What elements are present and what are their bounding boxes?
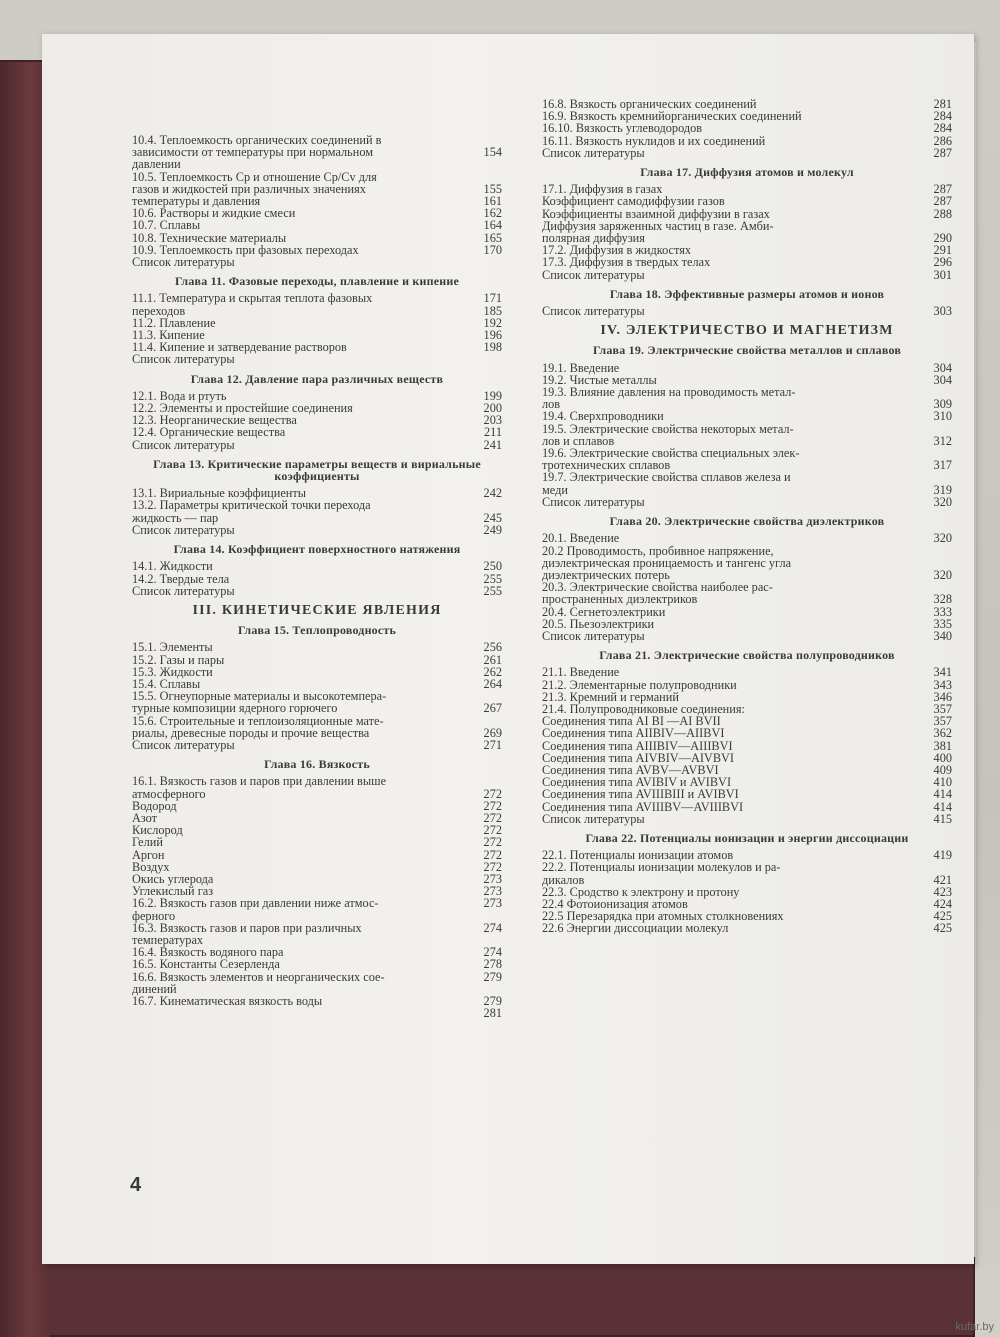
toc-entry	[132, 654, 502, 666]
site-watermark: kufar.by	[955, 1321, 994, 1333]
toc-entry-title: пространенных диэлектриков	[542, 592, 698, 607]
toc-entry-page: 273	[483, 896, 502, 911]
toc-entry	[132, 775, 502, 787]
toc-entry-page: 296	[933, 255, 952, 270]
toc-entry-title: 11.1. Температура и скрытая теплота фазовых	[132, 291, 373, 306]
toc-entry-title: 22.6 Энергии диссоциации молекул	[542, 921, 729, 936]
toc-entry-title: ферного	[132, 908, 176, 923]
toc-entry-page: 264	[483, 676, 502, 691]
toc-entry-title: Гелий	[132, 835, 163, 850]
toc-entry-title: 10.7. Сплавы	[132, 218, 201, 233]
toc-entry-title: 22.4 Фотоионизация атомов	[542, 896, 688, 911]
toc-entry-title: температуры и давления	[132, 194, 261, 209]
toc-entry	[542, 410, 952, 422]
toc-entry-title: 21.3. Кремний и германий	[542, 689, 679, 704]
toc-entry-title: 22.5 Перезарядка при атомных столкновениях	[542, 909, 784, 924]
toc-entry-page: 423	[933, 884, 952, 899]
chapter-heading: Глава 21. Электрические свойства полупроводников	[599, 648, 895, 663]
toc-entry	[132, 836, 502, 848]
toc-entry-page: 245	[483, 510, 502, 525]
toc-entry	[542, 147, 952, 159]
toc-entry-page: 272	[483, 859, 502, 874]
toc-entry	[132, 305, 502, 317]
part-heading: IV. ЭЛЕКТРИЧЕСТВО И МАГНЕТИЗМ	[600, 323, 894, 339]
toc-entry-title: Аргон	[132, 847, 165, 862]
toc-entry-title: атмосферного	[132, 786, 206, 801]
toc-entry-page: 272	[483, 823, 502, 838]
toc-entry-page: 250	[483, 559, 502, 574]
toc-entry	[132, 439, 502, 451]
toc-entry-page: 161	[483, 194, 502, 209]
toc-entry	[132, 573, 502, 585]
toc-entry-page: 328	[933, 592, 952, 607]
toc-entry-page: 424	[933, 896, 952, 911]
toc-entry-page: 287	[933, 145, 952, 160]
toc-entry-title: 21.1. Введение	[542, 665, 620, 680]
toc-entry-title: газов и жидкостей при различных значениях	[132, 181, 366, 196]
toc-entry-title: температурах	[132, 932, 204, 947]
toc-entry-page: 310	[933, 409, 952, 424]
toc-right-column	[542, 98, 952, 935]
chapter-heading: Глава 12. Давление пара различных веществ	[190, 371, 444, 386]
toc-entry-title: переходов	[132, 303, 186, 318]
toc-entry	[132, 232, 502, 244]
toc-entry-title: Список литературы	[542, 494, 645, 509]
toc-entry	[542, 208, 952, 220]
toc-entry-title: 16.9. Вязкость кремнийорганических соединений	[542, 109, 802, 124]
toc-entry	[542, 269, 952, 281]
toc-entry-page: 320	[933, 494, 952, 509]
toc-entry	[132, 995, 502, 1007]
toc-entry	[132, 715, 502, 727]
toc-entry	[542, 532, 952, 544]
toc-entry-title: 15.5. Огнеупорные материалы и высокотемпера-	[132, 689, 387, 704]
toc-entry-page: 414	[933, 799, 952, 814]
toc-entry-page: 304	[933, 372, 952, 387]
toc-entry-title: Соединения типа AIIBIV—AIIBVI	[542, 726, 725, 741]
toc-entry-title: Окись углерода	[132, 871, 214, 886]
toc-entry-title: 13.2. Параметры критической точки перехода	[132, 498, 371, 513]
toc-entry-title: Список литературы	[132, 522, 235, 537]
toc-left-column	[132, 134, 502, 1019]
toc-entry	[132, 788, 502, 800]
toc-entry	[132, 958, 502, 970]
chapter-heading: Глава 22. Потенциалы ионизации и энергии диссоциации	[585, 830, 909, 845]
toc-entry	[542, 801, 952, 813]
toc-entry-title: 17.1. Диффузия в газах	[542, 182, 663, 197]
toc-entry-page: 425	[933, 909, 952, 924]
toc-entry-page: 269	[483, 725, 502, 740]
toc-entry-title: 16.10. Вязкость углеводородов	[542, 121, 703, 136]
toc-entry-title: 14.2. Твердые тела	[132, 571, 230, 586]
toc-entry-title: 20.1. Введение	[542, 531, 620, 546]
toc-entry-page: 196	[483, 328, 502, 343]
toc-entry-page: 241	[483, 437, 502, 452]
toc-entry	[132, 812, 502, 824]
toc-entry-page: 400	[933, 750, 952, 765]
toc-entry-page: 274	[483, 945, 502, 960]
toc-entry-title: 21.2. Элементарные полупроводники	[542, 677, 737, 692]
toc-entry	[132, 292, 502, 304]
toc-entry	[132, 353, 502, 365]
toc-entry-title: 11.3. Кипение	[132, 328, 205, 343]
toc-entry-page: 272	[483, 847, 502, 862]
toc-entry-title: меди	[542, 482, 568, 497]
toc-entry-page: 333	[933, 604, 952, 619]
toc-entry-title: 16.5. Константы Сезерленда	[132, 957, 280, 972]
toc-entry	[542, 593, 952, 605]
toc-entry-title: Список литературы	[542, 811, 645, 826]
toc-entry-title: 14.1. Жидкости	[132, 559, 213, 574]
toc-entry-title: 15.2. Газы и пары	[132, 652, 225, 667]
toc-entry-page: 171	[483, 291, 502, 306]
toc-entry	[132, 499, 502, 511]
toc-entry-title: 16.1. Вязкость газов и паров при давлении выше	[132, 774, 387, 789]
toc-entry-title: Список литературы	[132, 255, 235, 270]
chapter-heading: Глава 17. Диффузия атомов и молекул	[640, 165, 854, 180]
toc-entry	[132, 641, 502, 653]
toc-entry-page: 320	[933, 567, 952, 582]
toc-entry-page: 414	[933, 787, 952, 802]
toc-entry-title: Водород	[132, 798, 177, 813]
toc-entry-page: 242	[483, 486, 502, 501]
toc-entry-page: 165	[483, 230, 502, 245]
toc-entry	[542, 305, 952, 317]
toc-entry-title: 15.6. Строительные и теплоизоляционные мате-	[132, 713, 384, 728]
chapter-heading: Глава 18. Эффективные размеры атомов и ионов	[609, 286, 885, 301]
toc-entry-title: 12.3. Неорганические вещества	[132, 413, 297, 428]
toc-entry-page: 162	[483, 206, 502, 221]
toc-entry-title: Соединения типа AVBV—AVBVI	[542, 762, 719, 777]
toc-entry	[132, 897, 502, 909]
toc-entry-title: 10.8. Технические материалы	[132, 230, 287, 245]
toc-entry-title: 22.3. Сродство к электрону и протону	[542, 884, 740, 899]
toc-entry-page: 273	[483, 871, 502, 886]
toc-entry-page: 185	[483, 303, 502, 318]
toc-entry-title: Воздух	[132, 859, 170, 874]
toc-entry-page: 261	[483, 652, 502, 667]
toc-entry-title: 12.2. Элементы и простейшие соединения	[132, 401, 353, 416]
toc-entry	[542, 471, 952, 483]
toc-entry	[542, 922, 952, 934]
toc-entry-title: Коэффициенты взаимной диффузии в газах	[542, 206, 770, 221]
toc-entry-title: Кислород	[132, 823, 183, 838]
toc-entry	[132, 560, 502, 572]
toc-entry	[132, 1007, 502, 1019]
toc-entry-title: 17.3. Диффузия в твердых телах	[542, 255, 711, 270]
toc-entry-title: 20.5. Пьезоэлектрики	[542, 616, 655, 631]
toc-entry-page: 170	[483, 242, 502, 257]
toc-entry	[542, 545, 952, 557]
toc-entry-title: 11.2. Плавление	[132, 315, 216, 330]
toc-entry-page: 274	[483, 920, 502, 935]
toc-entry-page: 421	[933, 872, 952, 887]
toc-entry-page: 262	[483, 664, 502, 679]
toc-entry-title: диэлектрических потерь	[542, 567, 670, 582]
chapter-heading: Глава 16. Вязкость	[264, 757, 370, 772]
toc-entry-title: 15.3. Жидкости	[132, 664, 213, 679]
toc-entry-title: 19.5. Электрические свойства некоторых метал-	[542, 421, 794, 436]
toc-entry-title: Соединения типа AVIBIV и AVIBVI	[542, 775, 732, 790]
toc-entry-page: 154	[483, 145, 502, 160]
toc-entry	[132, 910, 502, 922]
chapter-heading: Глава 15. Теплопроводность	[237, 623, 397, 638]
page-number: 4	[130, 1174, 142, 1196]
toc-entry	[132, 849, 502, 861]
toc-entry-title: лов	[542, 397, 561, 412]
toc-entry-title: 17.2. Диффузия в жидкостях	[542, 243, 692, 258]
toc-entry	[542, 256, 952, 268]
toc-entry-title: Список литературы	[132, 737, 235, 752]
toc-entry-page: 346	[933, 689, 952, 704]
toc-entry-page: 164	[483, 218, 502, 233]
toc-entry-page: 303	[933, 304, 952, 319]
toc-entry-page: 211	[484, 425, 502, 440]
toc-entry-title: лов и сплавов	[542, 433, 615, 448]
toc-entry-title: Соединения типа AVIIIBIII и AVIBVI	[542, 787, 739, 802]
toc-entry-title: Соединения типа AVIIIBV—AVIIIBVI	[542, 799, 744, 814]
toc-entry-title: дикалов	[542, 872, 585, 887]
toc-entry-page: 291	[933, 243, 952, 258]
toc-entry-title: давлении	[132, 157, 181, 172]
toc-entry-title: 12.4. Органические вещества	[132, 425, 286, 440]
toc-entry-page: 290	[933, 231, 952, 246]
chapter-heading: Глава 11. Фазовые переходы, плавление и кипение	[174, 274, 460, 289]
toc-entry-title: 22.2. Потенциалы ионизации молекулов и ра-	[542, 860, 781, 875]
toc-entry-page: 286	[933, 133, 952, 148]
toc-entry-title: Азот	[132, 810, 158, 825]
toc-entry-title: Список литературы	[542, 628, 645, 643]
toc-entry-title: 19.6. Электрические свойства специальных элек-	[542, 446, 800, 461]
toc-entry-title: 13.1. Вириальные коэффициенты	[132, 486, 306, 501]
toc-entry-page: 272	[483, 798, 502, 813]
toc-entry	[132, 158, 502, 170]
toc-entry-page: 200	[483, 401, 502, 416]
toc-entry-page: 341	[933, 665, 952, 680]
toc-entry-title: 20.4. Сегнетоэлектрики	[542, 604, 666, 619]
toc-entry-page: 340	[933, 628, 952, 643]
toc-entry-page: 284	[933, 121, 952, 136]
toc-entry-title: Список литературы	[132, 583, 235, 598]
toc-entry-page: 357	[933, 714, 952, 729]
toc-entry-title: 16.3. Вязкость газов и паров при различных	[132, 920, 362, 935]
toc-entry-title: 10.9. Теплоемкость при фазовых переходах	[132, 242, 359, 257]
toc-entry-title: 15.4. Сплавы	[132, 676, 201, 691]
toc-entry-page: 249	[483, 522, 502, 537]
toc-entry-title: 15.1. Элементы	[132, 640, 213, 655]
toc-entry-title: турные композиции ядерного горючего	[132, 701, 338, 716]
toc-entry-title: 20.2 Проводимость, пробивное напряжение,	[542, 543, 774, 558]
toc-entry-title: 16.7. Кинематическая вязкость воды	[132, 994, 323, 1008]
chapter-heading: Глава 19. Электрические свойства металлов и сплавов	[592, 343, 902, 358]
toc-entry-title: 22.1. Потенциалы ионизации атомов	[542, 848, 734, 863]
toc-entry-title: 10.5. Теплоемкость Cp и отношение Cp/Cv для	[132, 169, 377, 184]
toc-entry-title: 10.4. Теплоемкость органических соединений в	[132, 133, 382, 147]
toc-entry	[132, 256, 502, 268]
toc-entry	[542, 874, 952, 886]
toc-entry-page: 410	[933, 775, 952, 790]
toc-entry-title: диэлектрическая проницаемость и тангенс угла	[542, 555, 792, 570]
toc-entry-page: 284	[933, 109, 952, 124]
toc-entry-title: Соединения типа AIVBIV—AIVBVI	[542, 750, 734, 765]
chapter-heading: Глава 13. Критические параметры веществ и вириальные коэффициенты	[153, 456, 481, 484]
toc-entry-page: 255	[483, 583, 502, 598]
toc-entry-title: Список литературы	[542, 304, 645, 319]
toc-entry-title: 21.4. Полупроводниковые соединения:	[542, 701, 745, 716]
toc-entry	[542, 740, 952, 752]
toc-entry	[542, 813, 952, 825]
toc-entry-page: 288	[933, 206, 952, 221]
toc-entry-page: 199	[483, 388, 502, 403]
toc-entry-page: 281	[933, 97, 952, 111]
toc-entry-title: 16.6. Вязкость элементов и неорганических сое-	[132, 969, 385, 984]
toc-entry	[132, 146, 502, 158]
toc-entry-title: риалы, древесные породы и прочие вещества	[132, 725, 370, 740]
toc-entry-title: 19.4. Сверхпроводники	[542, 409, 664, 424]
toc-entry	[542, 135, 952, 147]
toc-entry-page: 357	[933, 701, 952, 716]
toc-entry-title: полярная диффузия	[542, 231, 645, 246]
toc-entry-title: Список литературы	[542, 267, 645, 282]
toc-entry-page: 272	[483, 810, 502, 825]
toc-entry-page: 255	[483, 571, 502, 586]
toc-entry-title: 10.6. Растворы и жидкие смеси	[132, 206, 296, 221]
toc-entry	[542, 122, 952, 134]
toc-entry-page: 362	[933, 726, 952, 741]
toc-entry	[132, 524, 502, 536]
toc-entry-title: Коэффициент самодиффузии газов	[542, 194, 725, 209]
toc-entry-title: 19.1. Введение	[542, 360, 620, 375]
toc-entry	[542, 195, 952, 207]
toc-entry-page: 198	[483, 340, 502, 355]
toc-entry	[542, 666, 952, 678]
toc-entry-title: 16.2. Вязкость газов при давлении ниже атмос-	[132, 896, 379, 911]
toc-entry	[132, 824, 502, 836]
toc-entry-title: 11.4. Кипение и затвердевание растворов	[132, 340, 347, 355]
toc-entry-title: 16.11. Вязкость нуклидов и их соединений	[542, 133, 766, 148]
toc-entry-title: 12.1. Вода и ртуть	[132, 388, 227, 403]
toc-entry-page: 256	[483, 640, 502, 655]
toc-entry-page: 409	[933, 762, 952, 777]
toc-entry-page: 279	[483, 969, 502, 984]
toc-entry	[542, 727, 952, 739]
toc-entry-page: 155	[483, 181, 502, 196]
toc-entry	[542, 788, 952, 800]
toc-entry-page: 309	[933, 397, 952, 412]
toc-entry-title: динений	[132, 981, 177, 996]
toc-entry-page: 267	[483, 701, 502, 716]
toc-entry-title: Список литературы	[132, 437, 235, 452]
toc-entry-page: 273	[483, 884, 502, 899]
toc-entry	[132, 739, 502, 751]
toc-entry	[132, 219, 502, 231]
toc-entry-page: 419	[933, 848, 952, 863]
toc-entry-page: 415	[933, 811, 952, 826]
toc-entry	[542, 679, 952, 691]
toc-entry-title: Углекислый газ	[132, 884, 214, 899]
toc-entry	[132, 171, 502, 183]
toc-entry-page: 381	[933, 738, 952, 753]
toc-entry-page: 304	[933, 360, 952, 375]
toc-entry-title: 19.7. Электрические свойства сплавов железа и	[542, 470, 791, 485]
toc-entry-page: 335	[933, 616, 952, 631]
toc-entry-page: 272	[483, 835, 502, 850]
toc-entry	[132, 800, 502, 812]
toc-entry-page: 278	[483, 957, 502, 972]
toc-entry-title: Соединения типа AI BI —AI BVII	[542, 714, 721, 729]
toc-entry	[132, 702, 502, 714]
toc-entry-page: 281	[483, 1006, 502, 1021]
part-heading: III. КИНЕТИЧЕСКИЕ ЯВЛЕНИЯ	[192, 602, 442, 618]
book-page	[42, 34, 974, 1264]
toc-entry-page: 343	[933, 677, 952, 692]
toc-entry	[542, 861, 952, 873]
toc-entry-page: 425	[933, 921, 952, 936]
toc-entry	[542, 630, 952, 642]
chapter-heading: Глава 14. Коэффициент поверхностного натяжения	[173, 542, 461, 557]
toc-entry-title: 16.4. Вязкость водяного пара	[132, 945, 284, 960]
toc-entry-title: жидкость — пар	[132, 510, 219, 525]
toc-entry-title: 19.2. Чистые металлы	[542, 372, 657, 387]
toc-entry-page: 279	[483, 994, 502, 1008]
toc-entry	[542, 386, 952, 398]
toc-entry-title: 16.8. Вязкость органических соединений	[542, 97, 757, 111]
toc-entry-title: 19.3. Влияние давления на проводимость метал-	[542, 385, 796, 400]
toc-entry-title: Список литературы	[542, 145, 645, 160]
toc-entry-page: 320	[933, 531, 952, 546]
toc-entry-title: 20.3. Электрические свойства наиболее рас-	[542, 580, 773, 595]
toc-entry-title: зависимости от температуры при нормальном	[132, 145, 374, 160]
toc-entry-title: Диффузия заряженных частиц в газе. Амби-	[542, 218, 774, 233]
toc-entry-page: 272	[483, 786, 502, 801]
toc-entry-page: 319	[933, 482, 952, 497]
toc-entry	[132, 426, 502, 438]
toc-entry	[542, 606, 952, 618]
toc-entry-page: 301	[933, 267, 952, 282]
toc-entry	[542, 496, 952, 508]
toc-entry-page: 287	[933, 194, 952, 209]
toc-entry-page: 192	[483, 315, 502, 330]
toc-entry	[132, 585, 502, 597]
chapter-heading: Глава 20. Электрические свойства диэлектриков	[609, 514, 885, 529]
toc-entry-page: 203	[483, 413, 502, 428]
toc-entry-title: Список литературы	[132, 352, 235, 367]
toc-entry-title: тротехнических сплавов	[542, 458, 671, 473]
toc-entry-page: 287	[933, 182, 952, 197]
toc-entry-page: 312	[933, 433, 952, 448]
toc-entry	[132, 971, 502, 983]
toc-entry-page: 271	[483, 737, 502, 752]
toc-entry-title: Соединения типа AIIIBIV—AIIIBVI	[542, 738, 733, 753]
toc-entry-page: 317	[933, 458, 952, 473]
